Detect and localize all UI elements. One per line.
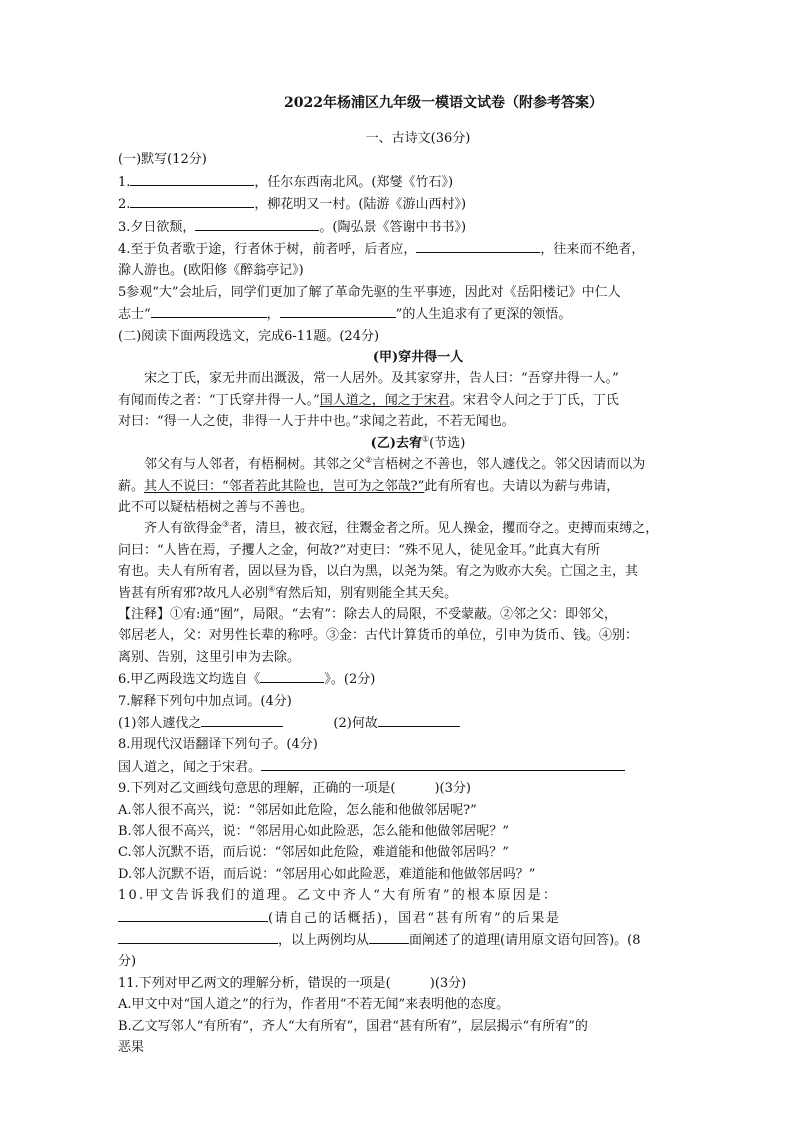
question-1: 1. ，任尔东西南北风。(郑燮《竹石》) [118, 171, 678, 193]
question-5: 5参观“大”会址后，同学们更加了解了革命先驱的生平事迹，因此对《岳阳楼记》中仁人 [118, 284, 621, 300]
question-8-sentence: 国人道之，闻之于宋君。 [118, 756, 678, 778]
underlined-sentence: 其人不说曰：“邻者若此其险也，岂可为之邻哉?” [144, 478, 425, 494]
question-10-cont: ，以上两例均从 面阐述了的道理(请用原文语句回答)。(8 [118, 929, 678, 951]
notes-line: 【注释】①宥:通“囿”，局限。“去宥”：除去人的局限，不受蒙蔽。②邻之父：即邻父， [118, 606, 617, 622]
question-4-cont: 滁人游也。(欧阳修《醉翁亭记》) [118, 263, 304, 279]
passage-a-line: 宋之丁氏，家无井而出溉汲，常一人居外。及其家穿井，告人曰：“吾穿井得一人。” [144, 371, 619, 387]
answer-blank[interactable] [369, 929, 409, 944]
answer-blank[interactable] [118, 929, 278, 944]
passage-b-line: 问曰：“人皆在焉，子攫人之金，何故?”对吏曰：“殊不见人，徒见金耳。”此真大有所 [118, 542, 601, 558]
option-d: D.邻人沉默不语，而后说：“邻居用心如此险恶，难道能和他做邻居吗？” [118, 866, 536, 882]
answer-blank[interactable] [195, 216, 319, 231]
answer-blank[interactable] [151, 303, 267, 318]
question-4: 4.至于负者歌于途，行者休于树，前者呼，后者应， ，往来而不绝者， [118, 238, 678, 260]
notes-line: 离别、告别，这里引申为去除。 [118, 649, 301, 665]
answer-blank[interactable] [260, 668, 324, 683]
question-9: 9.下列对乙文画线句意思的理解，正确的一项是( )(3分) [118, 781, 471, 797]
part-heading: (二)阅读下面两段选文，完成6-11题。(24分) [118, 328, 380, 344]
passage-b-line: 薪。其人不说曰：“邻者若此其险也，岂可为之邻哉?”此有所宥也。夫请以为薪与弗请， [118, 478, 620, 494]
passage-a-line: 对曰：“得一人之使，非得一人于井中也。”求闻之若此，不若无闻也。 [118, 414, 515, 430]
underlined-sentence: 国人道之，闻之于宋君 [319, 392, 450, 408]
page-title: 2022年杨浦区九年级一模语文试卷（附参考答案） [284, 95, 603, 111]
passage-b-title: (乙)去宥①(节选) [370, 434, 466, 451]
answer-blank[interactable] [378, 712, 460, 727]
option-a: A.邻人很不高兴，说：“邻居如此危险，怎么能和他做邻居呢?” [118, 802, 477, 818]
question-10-cont: (请自己的话概括)，国君“甚有所宥”的后果是 [118, 907, 678, 929]
passage-b-line: 皆甚有所宥邪?故凡人必别④宥然后知，别宥则能全其天矣。 [118, 584, 458, 601]
answer-blank[interactable] [201, 712, 283, 727]
answer-blank[interactable] [280, 303, 396, 318]
question-8: 8.用现代汉语翻译下列句子。(4分) [118, 737, 318, 753]
passage-b-line: 此不可以疑枯梧树之善与不善也。 [118, 499, 314, 515]
passage-b-line: 齐人有欲得金③者，清旦，被衣冠，往鬻金者之所。见人操金，攫而夺之。吏搏而束缚之， [144, 519, 659, 537]
passage-b-line: 邻父有与人邻者，有梧桐树。其邻之父②言梧树之不善也，邻人遽伐之。邻父因请而以为 [144, 455, 646, 473]
question-10-cont: 分) [118, 954, 137, 970]
option-b-cont: 恶果 [118, 1040, 145, 1056]
answer-blank[interactable] [416, 238, 540, 253]
question-2: 2. ，柳花明又一村。(陆游《游山西村》) [118, 193, 678, 215]
answer-blank[interactable] [130, 193, 254, 208]
section-heading: 一、古诗文(36分) [365, 131, 471, 146]
passage-b-line: 宥也。夫人有所宥者，固以昼为昏，以白为黑，以尧为桀。宥之为败亦大矣。亡国之主，其 [118, 564, 639, 580]
question-5-cont: 志士“ ， ”的人生追求有了更深的领悟。 [118, 303, 678, 325]
question-7-items: (1)邻人遽伐之 (2)何故 [118, 712, 678, 734]
answer-blank[interactable] [118, 907, 268, 922]
question-11: 11.下列对甲乙两文的理解分析，错误的一项是( )(3分) [118, 975, 467, 991]
question-6: 6.甲乙两段选文均选自《 》。(2分) [118, 668, 678, 690]
passage-a-title: (甲)穿井得一人 [372, 350, 464, 366]
exam-body [118, 128, 678, 1058]
option-c: C.邻人沉默不语，而后说：“邻居如此危险，难道能和他做邻居吗？” [118, 845, 509, 861]
option-a: A.甲文中对“国人道之”的行为，作者用“不若无闻”来表明他的态度。 [118, 997, 510, 1013]
question-3: 3.夕日欲颓， 。(陶弘景《答谢中书书》) [118, 216, 678, 238]
option-b: B.邻人很不高兴，说：“邻居用心如此险恶，怎么能和他做邻居呢？” [118, 824, 509, 839]
option-b: B.乙文写邻人“有所宥”，齐人“大有所宥”，国君“甚有所宥”，层层揭示“有所宥”的 [118, 1018, 588, 1034]
part-heading: (一)默写(12分) [118, 152, 207, 168]
notes-line: 邻居老人，父：对男性长辈的称呼。③金：古代计算货币的单位，引申为货币、钱。④别： [118, 628, 639, 644]
answer-blank[interactable] [261, 756, 625, 771]
answer-blank[interactable] [130, 171, 254, 186]
question-10: 10.甲文告诉我们的道理。乙文中齐人“大有所宥”的根本原因是： [118, 888, 559, 904]
question-7: 7.解释下列句中加点词。(4分) [118, 693, 292, 709]
passage-a-line: 有闻而传之者：“丁氏穿井得一人。”国人道之，闻之于宋君。宋君令人问之于丁氏，丁氏 [118, 392, 619, 408]
